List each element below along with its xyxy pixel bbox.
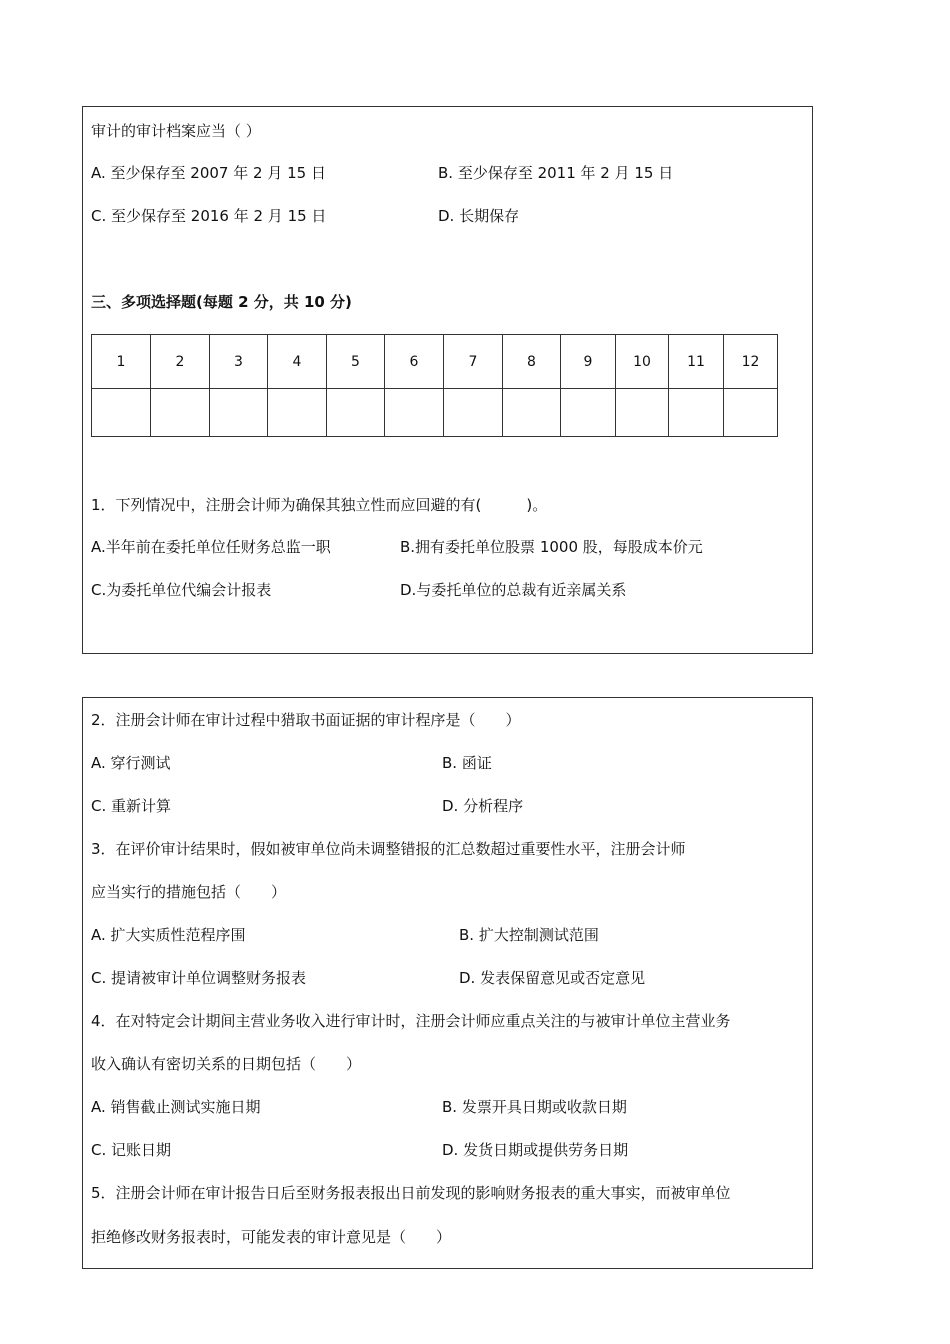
q2-option-d: D. 分析程序 bbox=[442, 797, 524, 815]
answer-cell[interactable] bbox=[92, 389, 151, 437]
answer-grid bbox=[91, 334, 778, 437]
answer-cell[interactable] bbox=[503, 389, 561, 437]
answer-grid-header-cell: 9 bbox=[561, 335, 616, 389]
answer-grid-header-cell: 12 bbox=[724, 335, 778, 389]
q2-option-b: B. 函证 bbox=[442, 754, 492, 772]
answer-grid-header-cell: 11 bbox=[669, 335, 724, 389]
question-box-2 bbox=[82, 697, 813, 1269]
answer-grid-header-cell: 6 bbox=[385, 335, 444, 389]
q2-option-c: C. 重新计算 bbox=[91, 797, 172, 815]
answer-cell[interactable] bbox=[268, 389, 327, 437]
answer-cell[interactable] bbox=[561, 389, 616, 437]
q4-option-a: A. 销售截止测试实施日期 bbox=[91, 1098, 261, 1116]
option-d: D. 长期保存 bbox=[438, 207, 520, 225]
q1-stem: 1．下列情况中，注册会计师为确保其独立性而应回避的有( )。 bbox=[91, 496, 548, 514]
answer-cell[interactable] bbox=[151, 389, 210, 437]
q2-option-a: A. 穿行测试 bbox=[91, 754, 171, 772]
question-tail-stem: 审计的审计档案应当（ ） bbox=[91, 122, 261, 140]
q4-option-d: D. 发货日期或提供劳务日期 bbox=[442, 1141, 629, 1159]
option-a: A. 至少保存至 2007 年 2 月 15 日 bbox=[91, 164, 326, 182]
option-c: C. 至少保存至 2016 年 2 月 15 日 bbox=[91, 207, 327, 225]
q3-option-b: B. 扩大控制测试范围 bbox=[459, 926, 599, 944]
q1-option-d: D.与委托单位的总裁有近亲属关系 bbox=[400, 581, 627, 599]
answer-grid-header-cell: 8 bbox=[503, 335, 561, 389]
answer-grid-header-cell: 1 bbox=[92, 335, 151, 389]
q3-stem-line2: 应当实行的措施包括（ ） bbox=[91, 883, 287, 901]
answer-cell[interactable] bbox=[669, 389, 724, 437]
q4-option-c: C. 记账日期 bbox=[91, 1141, 172, 1159]
q1-option-b: B.拥有委托单位股票 1000 股，每股成本价元 bbox=[400, 538, 703, 556]
answer-grid-blank-row bbox=[92, 389, 778, 437]
q4-stem-line2: 收入确认有密切关系的日期包括（ ） bbox=[91, 1055, 362, 1073]
q2-stem: 2．注册会计师在审计过程中猎取书面证据的审计程序是（ ） bbox=[91, 711, 521, 729]
q4-stem-line1: 4．在对特定会计期间主营业务收入进行审计时，注册会计师应重点关注的与被审计单位主营业务 bbox=[91, 1012, 731, 1030]
answer-cell[interactable] bbox=[210, 389, 268, 437]
question-box-1 bbox=[82, 106, 813, 654]
q3-option-d: D. 发表保留意见或否定意见 bbox=[459, 969, 646, 987]
section-heading: 三、多项选择题(每题 2 分，共 10 分) bbox=[91, 293, 352, 311]
q5-stem-line1: 5．注册会计师在审计报告日后至财务报表报出日前发现的影响财务报表的重大事实，而被审单位 bbox=[91, 1184, 731, 1202]
answer-cell[interactable] bbox=[444, 389, 503, 437]
answer-grid-header-cell: 10 bbox=[616, 335, 669, 389]
option-b: B. 至少保存至 2011 年 2 月 15 日 bbox=[438, 164, 674, 182]
answer-cell[interactable] bbox=[327, 389, 385, 437]
q4-option-b: B. 发票开具日期或收款日期 bbox=[442, 1098, 627, 1116]
answer-grid-header-cell: 7 bbox=[444, 335, 503, 389]
answer-cell[interactable] bbox=[724, 389, 778, 437]
answer-grid-header-cell: 4 bbox=[268, 335, 327, 389]
q3-option-a: A. 扩大实质性范程序围 bbox=[91, 926, 246, 944]
q3-stem-line1: 3．在评价审计结果时，假如被审单位尚未调整错报的汇总数超过重要性水平，注册会计师 bbox=[91, 840, 686, 858]
answer-grid-header-cell: 2 bbox=[151, 335, 210, 389]
answer-cell[interactable] bbox=[385, 389, 444, 437]
q3-option-c: C. 提请被审计单位调整财务报表 bbox=[91, 969, 307, 987]
q5-stem-line2: 拒绝修改财务报表时，可能发表的审计意见是（ ） bbox=[91, 1228, 452, 1246]
answer-cell[interactable] bbox=[616, 389, 669, 437]
answer-grid-header-cell: 5 bbox=[327, 335, 385, 389]
q1-option-c: C.为委托单位代编会计报表 bbox=[91, 581, 272, 599]
answer-grid-header-row bbox=[92, 335, 778, 389]
q1-option-a: A.半年前在委托单位任财务总监一职 bbox=[91, 538, 331, 556]
answer-grid-header-cell: 3 bbox=[210, 335, 268, 389]
